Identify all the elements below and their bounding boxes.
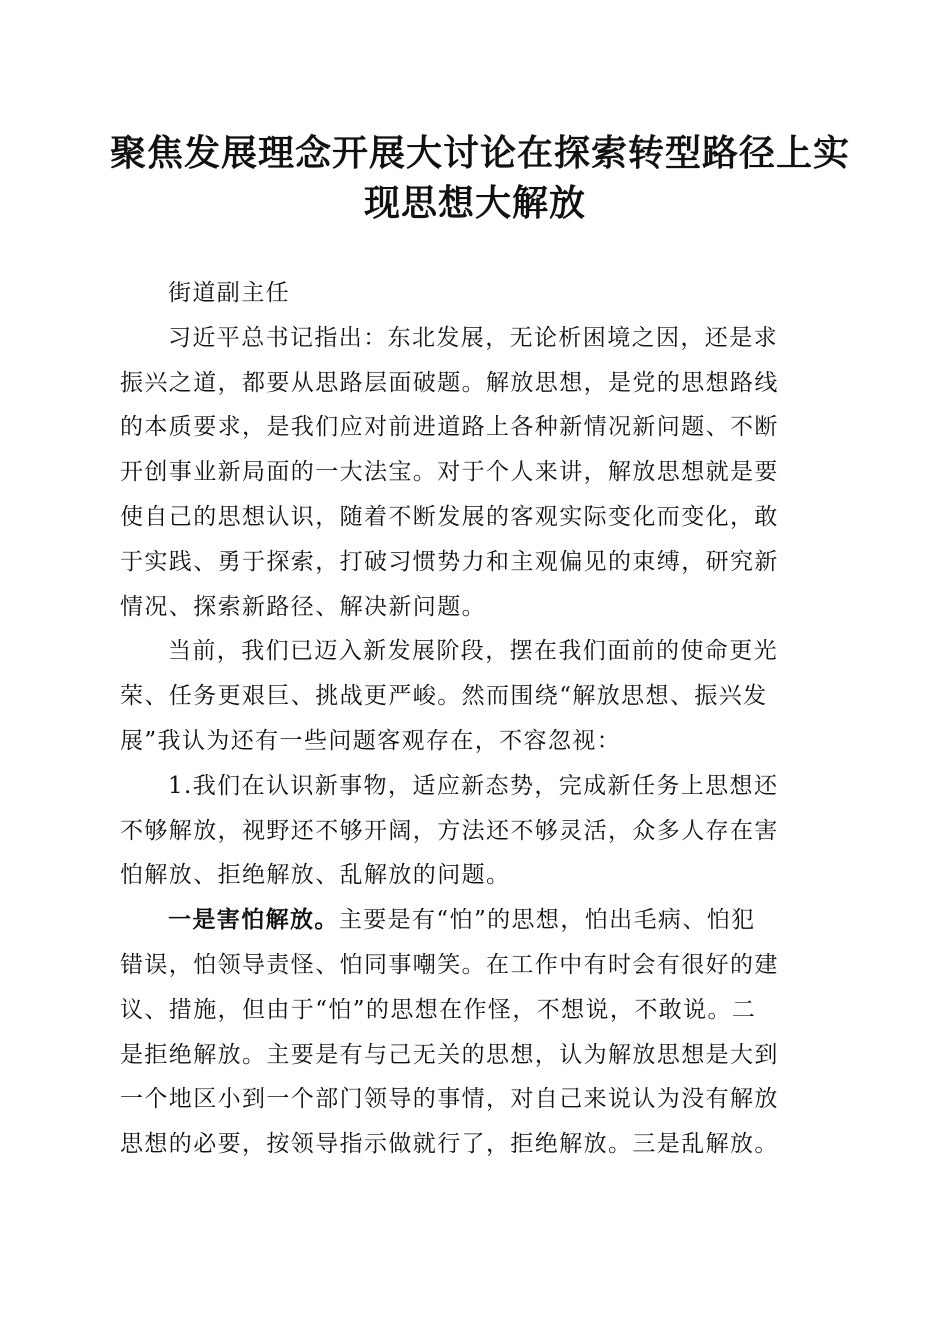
paragraph-line: 是拒绝解放。主要是有与己无关的思想，认为解放思想是大到 (120, 1041, 779, 1068)
paragraph-line: 开创事业新局面的一大法宝。对于个人来讲，解放思想就是要 (120, 459, 779, 486)
paragraph-lead-rest: 主要是有“怕”的思想，怕出毛病、怕犯 (338, 907, 756, 934)
paragraph-line: 议、措施，但由于“怕”的思想在作怪，不想说，不敢说。二 (120, 996, 757, 1023)
paragraph-line: 荣、任务更艰巨、挑战更严峻。然而围绕“解放思想、振兴发 (120, 683, 768, 710)
paragraph-2 (120, 629, 830, 763)
paragraph-line: 1.我们在认识新事物，适应新态势，完成新任务上思想还 (168, 772, 779, 799)
document-body (120, 271, 830, 1167)
paragraph-line: 错误，怕领导责怪、怕同事嘲笑。在工作中有时会有很好的建 (120, 951, 779, 978)
paragraph-4 (120, 898, 830, 1167)
paragraph-line: 怕解放、拒绝解放、乱解放的问题。 (120, 862, 511, 889)
title-line-2: 现思想大解放 (363, 182, 586, 224)
paragraph-line: 振兴之道，都要从思路层面破题。解放思想，是党的思想路线 (120, 369, 779, 396)
paragraph-line: 当前，我们已迈入新发展阶段，摆在我们面前的使命更光 (168, 638, 778, 665)
paragraph-line: 思想的必要，按领导指示做就行了，拒绝解放。三是乱解放。 (120, 1131, 779, 1158)
document-title (110, 128, 851, 228)
paragraph-line: 一个地区小到一个部门领导的事情，对自己来说认为没有解放 (120, 1086, 779, 1113)
paragraph-line: 使自己的思想认识，随着不断发展的客观实际变化而变化，敢 (120, 503, 779, 530)
title-line-1: 聚焦发展理念开展大讨论在探索转型路径上实 (110, 132, 851, 174)
paragraph-line: 不够解放，视野还不够开阔，方法还不够灵活，众多人存在害 (120, 817, 779, 844)
paragraph-line: 习近平总书记指出：东北发展，无论析困境之因，还是求 (168, 324, 778, 351)
paragraph-line-first (120, 898, 830, 943)
paragraph-line: 展”我认为还有一些问题客观存在，不容忽视： (120, 727, 622, 754)
paragraph-lead: 一是害怕解放。 (168, 906, 339, 934)
paragraph-line: 于实践、勇于探索，打破习惯势力和主观偏见的束缚，研究新 (120, 548, 779, 575)
paragraph-line: 的本质要求，是我们应对前进道路上各种新情况新问题、不断 (120, 414, 779, 441)
paragraph-line: 情况、探索新路径、解决新问题。 (120, 593, 486, 620)
author-text: 街道副主任 (168, 280, 290, 306)
paragraph-3 (120, 764, 830, 898)
paragraph-1 (120, 316, 830, 630)
author-line (120, 271, 830, 316)
